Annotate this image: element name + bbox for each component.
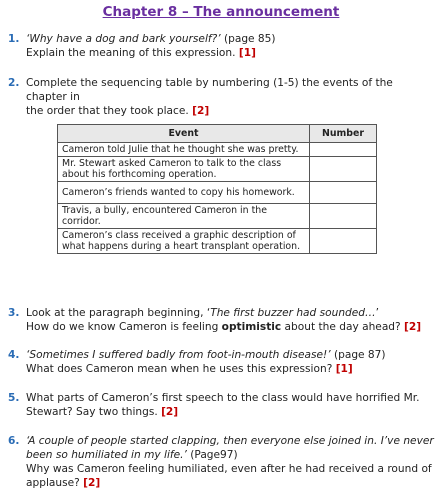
question-text: Complete the sequencing table by numbering (1-5) the events of the chapter in [26, 77, 393, 103]
question-text: What parts of Cameron’s first speech to the class would have horrified Mr. [26, 392, 420, 404]
number-cell[interactable] [310, 182, 377, 204]
question-text: applause? [26, 477, 84, 489]
table-row [58, 157, 377, 182]
page-reference: (page 87) [330, 349, 386, 361]
question-2 [8, 76, 436, 118]
question-quote: been so humiliated in my life.’ [26, 449, 187, 461]
page-reference: (page 85) [220, 33, 276, 45]
column-header-event: Event [58, 125, 310, 143]
number-cell[interactable] [310, 204, 377, 229]
mark-badge: [2] [404, 321, 422, 333]
question-number: 2. [8, 77, 20, 89]
question-text: ’ [375, 307, 379, 319]
number-cell[interactable] [310, 157, 377, 182]
question-quote: ‘Sometimes I suffered badly from foot-in-mouth disease!’ [26, 349, 331, 361]
question-text: What does Cameron mean when he uses this expression? [26, 363, 336, 375]
question-text: Why was Cameron feeling humiliated, even after he had received a round of [26, 463, 432, 475]
event-cell: Cameron told Julie that he thought she was pretty. [58, 143, 310, 157]
question-text: the order that they took place. [26, 105, 193, 117]
question-text: Stewart? Say two things. [26, 406, 162, 418]
event-cell: Mr. Stewart asked Cameron to talk to the class about his forthcoming operation. [58, 157, 310, 182]
mark-badge: [2] [192, 105, 210, 117]
column-header-number: Number [310, 125, 377, 143]
event-cell: Cameron’s class received a graphic description of what happens during a heart transplant operation. [58, 229, 310, 254]
event-cell: Travis, a bully, encountered Cameron in the corridor. [58, 204, 310, 229]
table-row [58, 182, 377, 204]
mark-badge: [2] [161, 406, 179, 418]
page-title: Chapter 8 – The announcement [102, 4, 340, 20]
question-text: about the day ahead? [281, 321, 405, 333]
question-number: 6. [8, 435, 20, 447]
question-3 [8, 306, 436, 334]
question-text: Explain the meaning of this expression. [26, 47, 239, 59]
question-text: How do we know Cameron is feeling [26, 321, 222, 333]
table-row [58, 143, 377, 157]
mark-badge: [1] [238, 47, 256, 59]
question-quote: The first buzzer had sounded… [210, 307, 376, 319]
page-reference: (Page97) [186, 449, 238, 461]
question-quote: ‘Why have a dog and bark yourself?’ [26, 33, 221, 45]
table-row [58, 204, 377, 229]
question-number: 4. [8, 349, 20, 361]
event-cell: Cameron’s friends wanted to copy his homework. [58, 182, 310, 204]
question-4 [8, 348, 436, 376]
number-cell[interactable] [310, 143, 377, 157]
question-quote: ‘A couple of people started clapping, then everyone else joined in. I’ve never [26, 435, 434, 447]
question-text: Look at the paragraph beginning, ‘ [26, 307, 211, 319]
mark-badge: [1] [335, 363, 353, 375]
question-1 [8, 32, 436, 60]
mark-badge: [2] [83, 477, 101, 489]
question-number: 5. [8, 392, 20, 404]
keyword-optimistic: optimistic [221, 321, 282, 333]
question-6 [8, 434, 436, 490]
question-number: 3. [8, 307, 20, 319]
question-number: 1. [8, 33, 20, 45]
question-5 [8, 391, 436, 419]
number-cell[interactable] [310, 229, 377, 254]
table-row [58, 229, 377, 254]
sequencing-table [57, 124, 377, 254]
